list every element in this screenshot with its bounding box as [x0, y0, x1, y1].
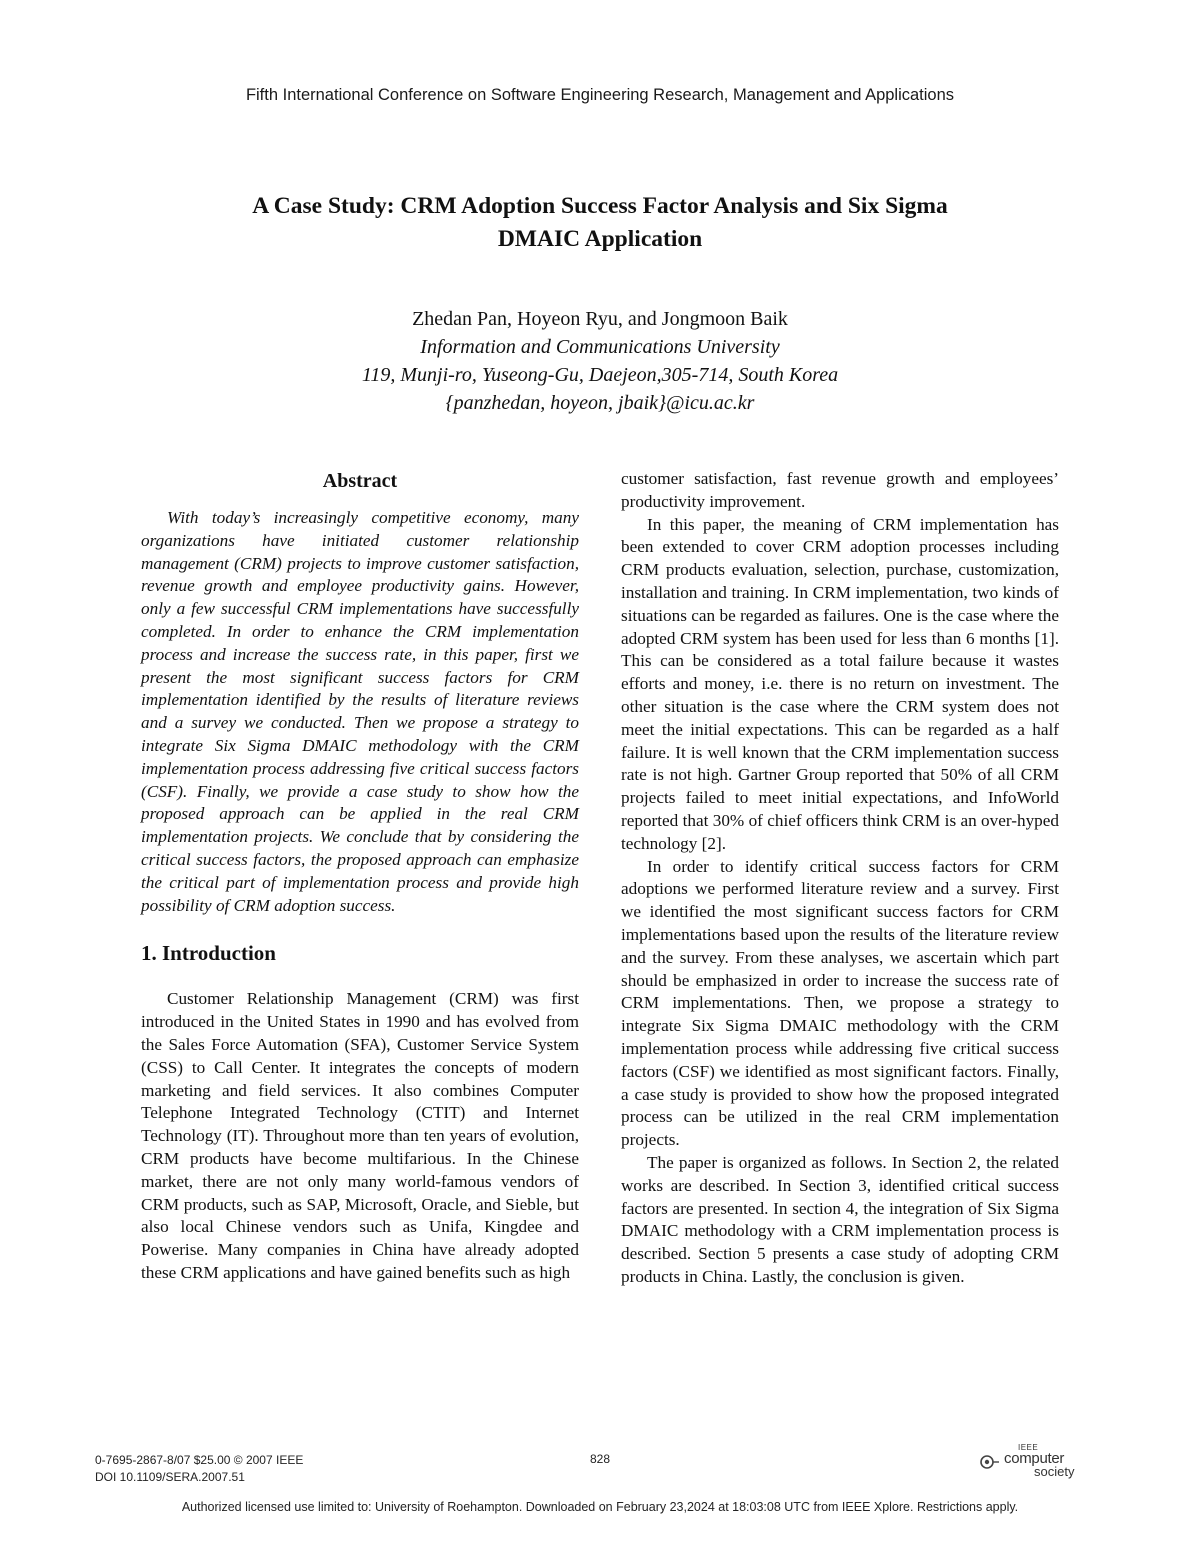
abstract-heading: Abstract: [322, 470, 398, 492]
author-block: [0, 305, 1200, 417]
title-line-2: DMAIC Application: [497, 226, 703, 252]
logo-ieee-text: IEEE: [1018, 1443, 1039, 1452]
introduction-paragraph-4: The paper is organized as follows. In Section 2, the related works are described. In Section 3, identified critical success factors are presented. In section 4, the integration of Six Sigma DMAIC methodology with a CRM implementation process is described. Section 5 presents a case study of adopting CRM products in China. Lastly, the conclusion is given.: [621, 1152, 1059, 1286]
introduction-paragraph-3: In order to identify critical success factors for CRM adoptions we performed literature review and a survey. First we identified the most significant success factors for CRM implementations based upon the results of the literature review and the survey. From these analyses, we ascertain which part should be emphasized in order to increase the success rate of CRM implementations. Then, we propose a strategy to integrate Six Sigma DMAIC methodology with the CRM implementation process while addressing five critical success factors (CSF) we identified as most significant factors. Finally, a case study is provided to show how the proposed integrated process can be utilized in the real CRM implementation projects.: [621, 856, 1059, 1150]
footer-doi: DOI 10.1109/SERA.2007.51: [95, 1470, 245, 1484]
logo-computer-text: computer: [1004, 1450, 1065, 1467]
left-column: [141, 468, 579, 1285]
conference-header: Fifth International Conference on Software Engineering Research, Management and Applications: [245, 86, 955, 104]
introduction-paragraph-1-continued: customer satisfaction, fast revenue growth and employees’ productivity improvement.: [621, 469, 1059, 511]
introduction-heading: 1. Introduction: [141, 941, 276, 966]
title-line-1: A Case Study: CRM Adoption Success Factor Analysis and Six Sigma: [252, 193, 948, 219]
email[interactable]: {panzhedan, hoyeon, jbaik}@icu.ac.kr: [445, 392, 755, 414]
license-notice: Authorized licensed use limited to: University of Roehampton. Downloaded on February 23,2024 at 18:03:08 UTC from IEEE Xplore. Restrictions apply.: [181, 1500, 1019, 1514]
authors: Zhedan Pan, Hoyeon Ryu, and Jongmoon Baik: [412, 308, 788, 330]
abstract-text: With today’s increasingly competitive economy, many organizations have initiated customer relationship management (CRM) projects to improve customer satisfaction, revenue growth and employee productivity gains. However, only a few successful CRM implementations have successfully completed. In order to enhance the CRM implementation process and increase the success rate, in this paper, first we present the most significant success factors for CRM implementation identified by the results of literature reviews and a survey we conducted. Then we propose a strategy to integrate Six Sigma DMAIC methodology with the CRM implementation process addressing five critical success factors (CSF). Finally, we provide a case study to show how the proposed approach can be applied in the real CRM implementation projects. We conclude that by considering the critical success factors, the proposed approach can emphasize the critical part of implementation process and provide high possibility of CRM adoption success.: [141, 508, 579, 915]
computer-society-icon: [978, 1453, 1006, 1471]
paper-title: [150, 190, 1050, 256]
introduction-paragraph-2: In this paper, the meaning of CRM implementation has been extended to cover CRM adoption processes including CRM products evaluation, selection, purchase, customization, installation and training. In CRM implementation, two kinds of situations can be regarded as failures. One is the case where the adopted CRM system has been used for less than 6 months [1]. This can be considered as a total failure because it wastes efforts and money, i.e. there is no return on investment. The other situation is the case where the CRM system does not meet the initial expectations. This can be regarded as a half failure. It is well known that the CRM implementation success rate is not high. Gartner Group reported that 50% of all CRM projects failed to meet initial expectations, and InfoWorld reported that 30% of chief officers think CRM is an over-hyped technology [2].: [621, 514, 1059, 853]
footer-isbn: 0-7695-2867-8/07 $25.00 © 2007 IEEE: [95, 1453, 304, 1467]
address: 119, Munji-ro, Yuseong-Gu, Daejeon,305-714, South Korea: [361, 364, 839, 386]
ieee-computer-society-logo: [978, 1443, 1088, 1483]
page-number: 828: [589, 1452, 611, 1466]
footer-copyright: [95, 1452, 303, 1486]
logo-society-text: society: [1034, 1464, 1075, 1479]
affiliation: Information and Communications University: [420, 336, 780, 358]
introduction-paragraph-1: Customer Relationship Management (CRM) was first introduced in the United States in 1990 and has evolved from the Sales Force Automation (SFA), Customer Service System (CSS) to Call Center. It integrates the concepts of modern marketing and field services. It also combines Computer Telephone Integrated Technology (CTIT) and Internet Technology (IT). Throughout more than ten years of evolution, CRM products have become multifarious. In the Chinese market, there are not only many world-famous vendors of CRM products, such as SAP, Microsoft, Oracle, and Sieble, but also local Chinese vendors such as Unifa, Kingdee and Powerise. Many companies in China have already adopted these CRM applications and have gained benefits such as high: [141, 989, 579, 1282]
right-column: [621, 468, 1059, 1289]
